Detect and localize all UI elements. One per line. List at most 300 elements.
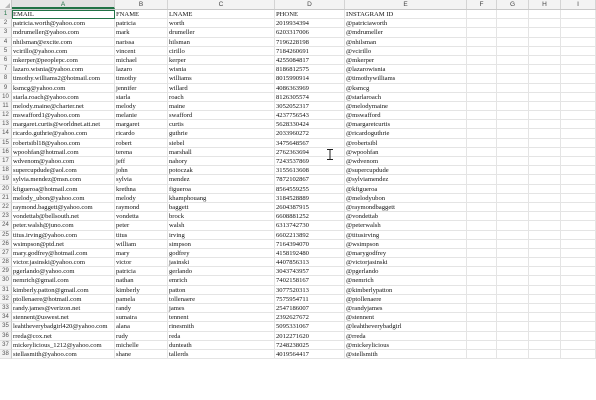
empty-cell[interactable] [497, 65, 529, 74]
cell-phone[interactable]: 6608881252 [275, 212, 345, 221]
empty-cell[interactable] [497, 56, 529, 65]
empty-cell[interactable] [561, 203, 596, 212]
empty-cell[interactable] [467, 332, 497, 341]
empty-cell[interactable] [497, 240, 529, 249]
empty-cell[interactable] [467, 231, 497, 240]
cell-instagram[interactable]: @robertsibl [345, 139, 467, 148]
row-header[interactable]: 29 [0, 267, 12, 276]
cell-instagram[interactable]: @marygodfrey [345, 249, 467, 258]
empty-cell[interactable] [497, 341, 529, 350]
cell-email[interactable]: kimberly.patton@gmail.com [12, 286, 115, 295]
cell-phone[interactable]: 6203317006 [275, 28, 345, 37]
empty-cell[interactable] [561, 120, 596, 129]
empty-cell[interactable] [497, 258, 529, 267]
empty-cell[interactable] [561, 332, 596, 341]
cell-fname[interactable]: shane [115, 350, 168, 359]
cell-phone[interactable]: 3155613608 [275, 166, 345, 175]
cell-fname[interactable]: william [115, 240, 168, 249]
empty-cell[interactable] [467, 74, 497, 83]
empty-cell[interactable] [497, 231, 529, 240]
empty-cell[interactable] [467, 350, 497, 359]
cell-fname[interactable]: melody [115, 102, 168, 111]
empty-cell[interactable] [529, 332, 561, 341]
cell-email[interactable]: mary.godfrey@hotmail.com [12, 249, 115, 258]
cell-instagram[interactable]: @raymondbaggett [345, 203, 467, 212]
empty-cell[interactable] [529, 47, 561, 56]
empty-cell[interactable] [467, 212, 497, 221]
cell-fname[interactable]: patricia [115, 19, 168, 28]
cell-lname[interactable]: nahory [168, 157, 275, 166]
cell-email[interactable]: rreda@cox.net [12, 332, 115, 341]
cell-lname[interactable]: siebel [168, 139, 275, 148]
empty-cell[interactable] [467, 28, 497, 37]
empty-cell[interactable] [561, 93, 596, 102]
empty-cell[interactable] [529, 56, 561, 65]
select-all-corner[interactable] [0, 0, 12, 9]
cell-email[interactable]: robertsibl18@yahoo.com [12, 139, 115, 148]
empty-cell[interactable] [497, 295, 529, 304]
cell-lname[interactable]: cirillo [168, 47, 275, 56]
empty-cell[interactable] [561, 102, 596, 111]
row-header[interactable]: 37 [0, 341, 12, 350]
cell-lname[interactable]: maine [168, 102, 275, 111]
empty-cell[interactable] [467, 148, 497, 157]
empty-cell[interactable] [529, 304, 561, 313]
row-header[interactable]: 17 [0, 157, 12, 166]
row-header[interactable]: 34 [0, 313, 12, 322]
cell-phone[interactable]: 4407856313 [275, 258, 345, 267]
row-header[interactable]: 30 [0, 276, 12, 285]
cell-email[interactable]: vondettab@bellsouth.net [12, 212, 115, 221]
empty-cell[interactable] [561, 139, 596, 148]
empty-cell[interactable] [467, 240, 497, 249]
empty-cell[interactable] [467, 166, 497, 175]
empty-cell[interactable] [529, 102, 561, 111]
empty-cell[interactable] [529, 231, 561, 240]
empty-cell[interactable] [497, 84, 529, 93]
cell-fname[interactable]: jennifer [115, 84, 168, 93]
cell-phone[interactable]: 7164394070 [275, 240, 345, 249]
empty-cell[interactable] [561, 221, 596, 230]
row-header[interactable]: 16 [0, 148, 12, 157]
empty-cell[interactable] [561, 322, 596, 331]
cell-instagram[interactable]: @titusirving [345, 231, 467, 240]
cell-email[interactable]: ptollenaere@hotmail.com [12, 295, 115, 304]
cell-lname[interactable]: irving [168, 231, 275, 240]
cell-instagram[interactable]: @wdvenom [345, 157, 467, 166]
cell-lname[interactable]: figueroa [168, 185, 275, 194]
cell-email[interactable]: raymond.baggett@yahoo.com [12, 203, 115, 212]
empty-cell[interactable] [561, 148, 596, 157]
empty-cell[interactable] [529, 28, 561, 37]
empty-cell[interactable] [467, 65, 497, 74]
empty-cell[interactable] [467, 258, 497, 267]
row-header[interactable]: 24 [0, 221, 12, 230]
column-header-c[interactable]: C [168, 0, 275, 9]
row-header[interactable]: 1 [0, 10, 12, 19]
cell-instagram[interactable]: @ptollenaere [345, 295, 467, 304]
cell-fname[interactable]: ricardo [115, 129, 168, 138]
cell-fname[interactable]: starla [115, 93, 168, 102]
cell-fname[interactable]: mark [115, 28, 168, 37]
cell-email[interactable]: leahtheverybadgirl420@yahoo.com [12, 322, 115, 331]
empty-cell[interactable] [467, 295, 497, 304]
cell-lname[interactable]: LNAME [168, 10, 275, 19]
cell-lname[interactable]: brock [168, 212, 275, 221]
cell-email[interactable]: EMAIL [12, 10, 115, 19]
cell-instagram[interactable]: INSTAGRAM ID [345, 10, 467, 19]
empty-cell[interactable] [529, 74, 561, 83]
row-header[interactable]: 15 [0, 139, 12, 148]
cell-email[interactable]: mkerper@peoplepc.com [12, 56, 115, 65]
empty-cell[interactable] [497, 286, 529, 295]
cell-email[interactable]: stellasmith@yahoo.com [12, 350, 115, 359]
cell-instagram[interactable]: @pgerlando [345, 267, 467, 276]
empty-cell[interactable] [561, 28, 596, 37]
cell-fname[interactable]: vondetta [115, 212, 168, 221]
cell-email[interactable]: timothy.williams2@hotmail.com [12, 74, 115, 83]
cell-fname[interactable]: michael [115, 56, 168, 65]
empty-cell[interactable] [561, 212, 596, 221]
cell-email[interactable]: melody.maine@charter.net [12, 102, 115, 111]
row-header[interactable]: 7 [0, 65, 12, 74]
cell-instagram[interactable]: @mswafford [345, 111, 467, 120]
row-header[interactable]: 5 [0, 47, 12, 56]
empty-cell[interactable] [529, 157, 561, 166]
cell-phone[interactable]: 6313742730 [275, 221, 345, 230]
cell-instagram[interactable]: @nhilsman [345, 38, 467, 47]
cell-fname[interactable]: margaret [115, 120, 168, 129]
cell-lname[interactable]: baggett [168, 203, 275, 212]
cell-lname[interactable]: potoczak [168, 166, 275, 175]
cell-fname[interactable]: mary [115, 249, 168, 258]
cell-instagram[interactable]: @randyjames [345, 304, 467, 313]
cell-fname[interactable]: rudy [115, 332, 168, 341]
cell-lname[interactable]: emrich [168, 276, 275, 285]
cell-fname[interactable]: victor [115, 258, 168, 267]
cell-instagram[interactable]: @rreda [345, 332, 467, 341]
cell-phone[interactable]: 2019934394 [275, 19, 345, 28]
row-header[interactable]: 8 [0, 74, 12, 83]
cell-email[interactable]: sylvia.mendez@msn.com [12, 175, 115, 184]
column-header-a[interactable]: A [12, 0, 115, 9]
cell-lname[interactable]: willard [168, 84, 275, 93]
cell-lname[interactable]: rinesmith [168, 322, 275, 331]
cell-lname[interactable]: simpson [168, 240, 275, 249]
empty-cell[interactable] [467, 120, 497, 129]
cell-instagram[interactable]: @sylviamendez [345, 175, 467, 184]
cell-lname[interactable]: dunteath [168, 341, 275, 350]
cell-instagram[interactable]: @nemrich [345, 276, 467, 285]
cell-email[interactable]: margaret.curtis@worldnet.att.net [12, 120, 115, 129]
empty-cell[interactable] [561, 19, 596, 28]
empty-cell[interactable] [467, 185, 497, 194]
cell-instagram[interactable]: @wpoohfan [345, 148, 467, 157]
cell-fname[interactable]: titus [115, 231, 168, 240]
cell-fname[interactable]: john [115, 166, 168, 175]
column-header-i[interactable]: I [561, 0, 596, 9]
row-header[interactable]: 27 [0, 249, 12, 258]
empty-cell[interactable] [561, 267, 596, 276]
row-header[interactable]: 25 [0, 231, 12, 240]
empty-cell[interactable] [467, 111, 497, 120]
cell-lname[interactable]: williams [168, 74, 275, 83]
empty-cell[interactable] [529, 139, 561, 148]
cell-phone[interactable]: 2033960272 [275, 129, 345, 138]
empty-cell[interactable] [497, 102, 529, 111]
empty-cell[interactable] [497, 28, 529, 37]
cell-phone[interactable]: 7402158167 [275, 276, 345, 285]
row-header[interactable]: 6 [0, 56, 12, 65]
cell-fname[interactable]: terena [115, 148, 168, 157]
row-header[interactable]: 11 [0, 102, 12, 111]
cell-fname[interactable]: pamela [115, 295, 168, 304]
empty-cell[interactable] [529, 93, 561, 102]
cell-email[interactable]: mdrumeller@yahoo.com [12, 28, 115, 37]
empty-cell[interactable] [467, 203, 497, 212]
row-header[interactable]: 23 [0, 212, 12, 221]
cell-fname[interactable]: timothy [115, 74, 168, 83]
cell-phone[interactable]: 4255084817 [275, 56, 345, 65]
cell-instagram[interactable]: @stennent [345, 313, 467, 322]
empty-cell[interactable] [561, 10, 596, 19]
empty-cell[interactable] [529, 148, 561, 157]
cell-phone[interactable]: 4158192480 [275, 249, 345, 258]
empty-cell[interactable] [497, 93, 529, 102]
empty-cell[interactable] [467, 175, 497, 184]
cell-email[interactable]: wdvenom@yahoo.com [12, 157, 115, 166]
row-header[interactable]: 3 [0, 28, 12, 37]
cell-email[interactable]: wpoohfan@hotmail.com [12, 148, 115, 157]
cell-phone[interactable]: 6602213892 [275, 231, 345, 240]
cell-email[interactable]: randy.james@verizon.net [12, 304, 115, 313]
cell-instagram[interactable]: @melodymaine [345, 102, 467, 111]
cell-phone[interactable]: 8564559255 [275, 185, 345, 194]
cell-email[interactable]: pgerlando@yahoo.com [12, 267, 115, 276]
empty-cell[interactable] [529, 19, 561, 28]
empty-cell[interactable] [529, 120, 561, 129]
cell-phone[interactable]: 3184528889 [275, 194, 345, 203]
cell-email[interactable]: lazaro.wisnia@yahoo.com [12, 65, 115, 74]
cell-lname[interactable]: godfrey [168, 249, 275, 258]
cell-phone[interactable]: 5095331067 [275, 322, 345, 331]
row-header[interactable]: 20 [0, 185, 12, 194]
cell-lname[interactable]: worth [168, 19, 275, 28]
row-header[interactable]: 36 [0, 332, 12, 341]
cell-lname[interactable]: mendez [168, 175, 275, 184]
cell-phone[interactable]: 7184260691 [275, 47, 345, 56]
empty-cell[interactable] [467, 139, 497, 148]
cell-phone[interactable]: 8015990914 [275, 74, 345, 83]
empty-cell[interactable] [529, 203, 561, 212]
empty-cell[interactable] [497, 139, 529, 148]
row-header[interactable]: 12 [0, 111, 12, 120]
cell-phone[interactable]: 8126305574 [275, 93, 345, 102]
empty-cell[interactable] [561, 350, 596, 359]
empty-cell[interactable] [497, 10, 529, 19]
empty-cell[interactable] [467, 276, 497, 285]
empty-cell[interactable] [467, 10, 497, 19]
empty-cell[interactable] [529, 286, 561, 295]
cell-lname[interactable]: tollenaere [168, 295, 275, 304]
cell-lname[interactable]: curtis [168, 120, 275, 129]
cell-fname[interactable]: alana [115, 322, 168, 331]
cell-email[interactable]: nemrich@gmail.com [12, 276, 115, 285]
empty-cell[interactable] [497, 194, 529, 203]
empty-cell[interactable] [561, 185, 596, 194]
cell-phone[interactable]: 7196228198 [275, 38, 345, 47]
empty-cell[interactable] [561, 313, 596, 322]
row-header[interactable]: 21 [0, 194, 12, 203]
empty-cell[interactable] [467, 267, 497, 276]
empty-cell[interactable] [497, 157, 529, 166]
cell-instagram[interactable]: @ricardoguthrie [345, 129, 467, 138]
empty-cell[interactable] [497, 175, 529, 184]
empty-cell[interactable] [529, 276, 561, 285]
empty-cell[interactable] [467, 19, 497, 28]
cell-instagram[interactable]: @lazarowisnia [345, 65, 467, 74]
cell-instagram[interactable]: @wsimpson [345, 240, 467, 249]
cell-email[interactable]: peter.walsh@juno.com [12, 221, 115, 230]
empty-cell[interactable] [497, 74, 529, 83]
empty-cell[interactable] [561, 56, 596, 65]
cell-email[interactable]: titus.irving@yahoo.com [12, 231, 115, 240]
empty-cell[interactable] [561, 249, 596, 258]
cell-fname[interactable]: kimberly [115, 286, 168, 295]
cell-lname[interactable]: drumeller [168, 28, 275, 37]
empty-cell[interactable] [561, 276, 596, 285]
cell-phone[interactable]: 4237756543 [275, 111, 345, 120]
row-header[interactable]: 13 [0, 120, 12, 129]
empty-cell[interactable] [561, 84, 596, 93]
cell-phone[interactable]: 2012271620 [275, 332, 345, 341]
cell-fname[interactable]: lazaro [115, 65, 168, 74]
cell-instagram[interactable]: @stellsmith [345, 350, 467, 359]
row-header[interactable]: 14 [0, 129, 12, 138]
cell-fname[interactable]: jeff [115, 157, 168, 166]
cell-email[interactable]: nhilsman@excite.com [12, 38, 115, 47]
cell-instagram[interactable]: @mkerper [345, 56, 467, 65]
cell-lname[interactable]: roach [168, 93, 275, 102]
empty-cell[interactable] [561, 258, 596, 267]
cell-email[interactable]: stennent@uswest.net [12, 313, 115, 322]
row-header[interactable]: 38 [0, 350, 12, 359]
empty-cell[interactable] [467, 194, 497, 203]
empty-cell[interactable] [529, 38, 561, 47]
empty-cell[interactable] [497, 203, 529, 212]
column-header-f[interactable]: F [467, 0, 497, 9]
cell-instagram[interactable]: @leahtheverybadgirl [345, 322, 467, 331]
empty-cell[interactable] [561, 111, 596, 120]
empty-cell[interactable] [529, 267, 561, 276]
column-header-d[interactable]: D [275, 0, 345, 9]
cell-lname[interactable]: hilsman [168, 38, 275, 47]
empty-cell[interactable] [497, 304, 529, 313]
empty-cell[interactable] [529, 350, 561, 359]
empty-cell[interactable] [467, 304, 497, 313]
cell-email[interactable]: ricardo.guthrie@yahoo.com [12, 129, 115, 138]
empty-cell[interactable] [529, 313, 561, 322]
cell-instagram[interactable]: @timothywilliams [345, 74, 467, 83]
cell-instagram[interactable]: @vondettab [345, 212, 467, 221]
empty-cell[interactable] [467, 313, 497, 322]
cell-email[interactable]: vcirillo@yahoo.com [12, 47, 115, 56]
cell-fname[interactable]: melanie [115, 111, 168, 120]
empty-cell[interactable] [497, 111, 529, 120]
empty-cell[interactable] [467, 341, 497, 350]
cell-fname[interactable]: randy [115, 304, 168, 313]
cell-lname[interactable]: wisnia [168, 65, 275, 74]
row-header[interactable]: 19 [0, 175, 12, 184]
row-header[interactable]: 18 [0, 166, 12, 175]
empty-cell[interactable] [497, 221, 529, 230]
empty-cell[interactable] [497, 322, 529, 331]
cell-instagram[interactable]: @margaretcurtis [345, 120, 467, 129]
cell-email[interactable]: ksmcg@yahoo.com [12, 84, 115, 93]
cell-lname[interactable]: james [168, 304, 275, 313]
cell-instagram[interactable]: @ksmcg [345, 84, 467, 93]
empty-cell[interactable] [467, 102, 497, 111]
cell-fname[interactable]: sumaira [115, 313, 168, 322]
cell-lname[interactable]: jasinski [168, 258, 275, 267]
cell-email[interactable]: supercupdude@aol.com [12, 166, 115, 175]
row-header[interactable]: 31 [0, 286, 12, 295]
empty-cell[interactable] [561, 295, 596, 304]
cell-fname[interactable]: sylvia [115, 175, 168, 184]
empty-cell[interactable] [561, 74, 596, 83]
row-header[interactable]: 4 [0, 38, 12, 47]
cell-phone[interactable]: 8186812575 [275, 65, 345, 74]
empty-cell[interactable] [561, 286, 596, 295]
cell-phone[interactable]: 2392627672 [275, 313, 345, 322]
empty-cell[interactable] [529, 65, 561, 74]
empty-cell[interactable] [529, 194, 561, 203]
cell-fname[interactable]: patricia [115, 267, 168, 276]
cell-phone[interactable]: 3475648567 [275, 139, 345, 148]
empty-cell[interactable] [467, 249, 497, 258]
empty-cell[interactable] [561, 38, 596, 47]
cell-email[interactable]: patricia.worth@yahoo.com [12, 19, 115, 28]
column-header-b[interactable]: B [115, 0, 168, 9]
empty-cell[interactable] [561, 304, 596, 313]
cell-lname[interactable]: patton [168, 286, 275, 295]
empty-cell[interactable] [529, 221, 561, 230]
cell-phone[interactable]: 3077520313 [275, 286, 345, 295]
empty-cell[interactable] [529, 129, 561, 138]
cell-lname[interactable]: tennent [168, 313, 275, 322]
cell-phone[interactable]: 4019564417 [275, 350, 345, 359]
column-header-e[interactable]: E [345, 0, 467, 9]
empty-cell[interactable] [467, 322, 497, 331]
empty-cell[interactable] [497, 267, 529, 276]
empty-cell[interactable] [497, 47, 529, 56]
row-header[interactable]: 9 [0, 84, 12, 93]
cell-instagram[interactable]: @patriciaworth [345, 19, 467, 28]
empty-cell[interactable] [529, 111, 561, 120]
cell-phone[interactable]: 3052052317 [275, 102, 345, 111]
cell-instagram[interactable]: @vcirillo [345, 47, 467, 56]
cell-fname[interactable]: krethna [115, 185, 168, 194]
cell-phone[interactable]: 7248238025 [275, 341, 345, 350]
empty-cell[interactable] [497, 148, 529, 157]
cell-email[interactable]: victor.jasinski@yahoo.com [12, 258, 115, 267]
row-header[interactable]: 10 [0, 93, 12, 102]
empty-cell[interactable] [467, 93, 497, 102]
empty-cell[interactable] [467, 56, 497, 65]
cell-instagram[interactable]: @supercupdude [345, 166, 467, 175]
empty-cell[interactable] [497, 332, 529, 341]
cell-lname[interactable]: tallerds [168, 350, 275, 359]
